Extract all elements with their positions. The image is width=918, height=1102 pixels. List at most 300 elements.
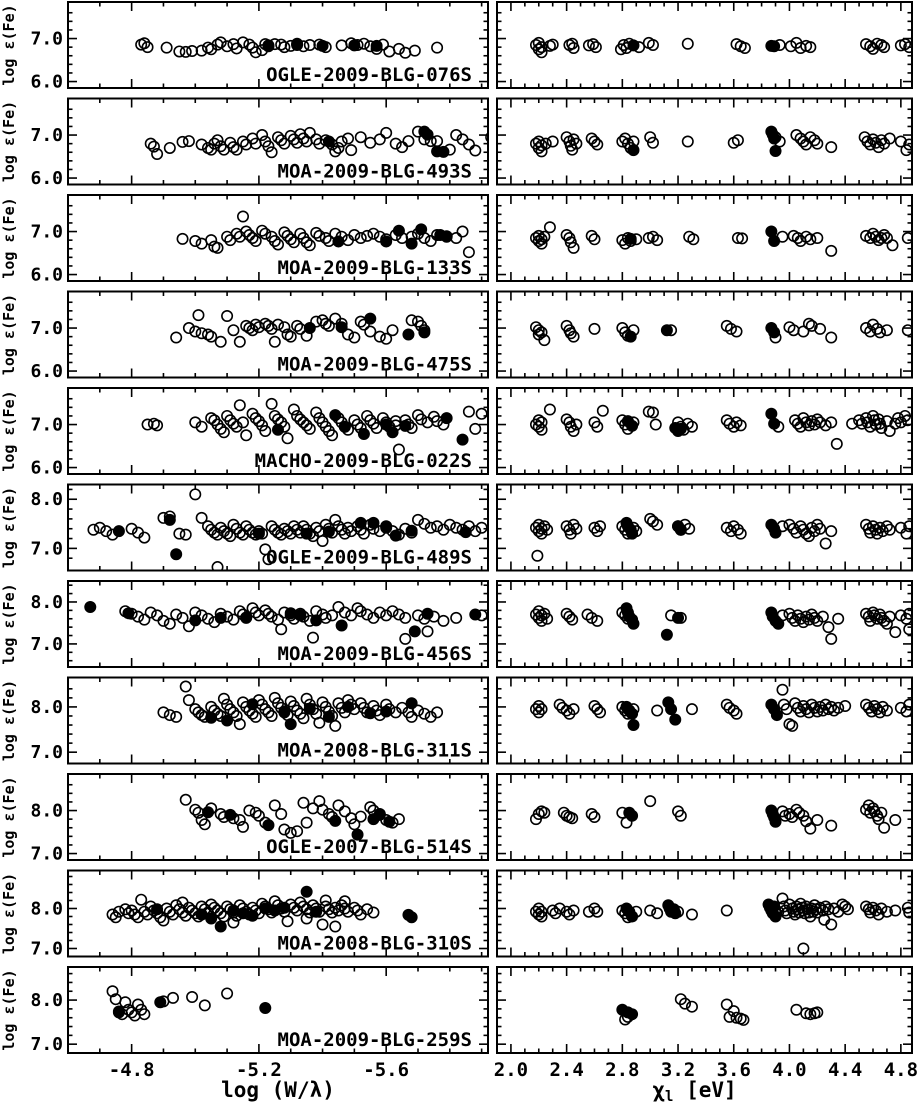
data-point-open (464, 406, 474, 416)
panel-star-label: MOA-2009-BLG-259S (277, 1029, 472, 1051)
data-point-filled (254, 528, 264, 538)
panel-star-label: OGLE-2009-BLG-489S (266, 546, 472, 569)
data-point-filled (247, 911, 257, 921)
panel-border (497, 967, 912, 1053)
data-points-left (107, 887, 416, 932)
data-point-filled (670, 908, 680, 918)
data-point-open (203, 614, 213, 624)
y-axis-title: log ε(Fe) (0, 679, 18, 762)
data-point-filled (384, 817, 394, 827)
data-point-open (228, 325, 238, 335)
data-point-filled (286, 608, 296, 618)
data-points-left (107, 986, 270, 1021)
data-point-open (464, 247, 474, 257)
panel-border (497, 388, 912, 474)
data-point-filled (324, 136, 334, 146)
data-point-open (413, 610, 423, 620)
data-point-open (101, 526, 111, 536)
data-points-right (531, 404, 913, 449)
data-points-left (136, 37, 442, 58)
data-point-open (184, 323, 194, 333)
x-tick-label: 4.8 (883, 1059, 918, 1081)
panel-star-label: MOA-2009-BLG-456S (277, 643, 472, 665)
data-point-open (586, 133, 596, 143)
y-axis-title: log ε(Fe) (0, 969, 18, 1051)
data-point-open (356, 606, 366, 616)
data-point-open (687, 704, 697, 714)
data-point-open (548, 905, 558, 915)
data-point-open (731, 709, 741, 719)
data-point-filled (375, 810, 385, 820)
data-point-filled (422, 609, 432, 619)
data-points-right (531, 319, 913, 346)
y-axis-title: log ε(Fe) (0, 100, 18, 183)
data-point-filled (273, 425, 283, 435)
panel-border (497, 774, 912, 860)
data-point-filled (206, 713, 216, 723)
data-point-filled (356, 518, 366, 528)
y-tick-label: 7.0 (30, 318, 63, 340)
data-point-filled (770, 911, 780, 921)
data-point-open (308, 632, 318, 642)
data-point-open (181, 529, 191, 539)
data-point-open (589, 812, 599, 822)
data-point-open (359, 39, 369, 49)
data-point-filled (406, 912, 416, 922)
data-point-open (890, 815, 900, 825)
y-tick-label: 8.0 (30, 696, 63, 718)
data-point-filled (441, 231, 451, 241)
data-point-open (136, 895, 146, 905)
data-point-open (238, 37, 248, 47)
data-point-open (426, 236, 436, 246)
data-point-filled (769, 418, 779, 428)
panel-right-MOA-2009-BLG-493S (497, 99, 914, 185)
data-point-filled (311, 615, 321, 625)
data-point-open (317, 536, 327, 546)
data-point-open (589, 701, 599, 711)
y-tick-label: 8.0 (30, 489, 63, 511)
x-tick-label: -5.2 (236, 1059, 282, 1081)
data-points-right (531, 796, 901, 834)
data-point-filled (85, 602, 95, 612)
data-point-open (890, 627, 900, 637)
data-point-open (368, 907, 378, 917)
data-point-open (356, 132, 366, 142)
y-tick-label: 6.0 (30, 71, 63, 93)
data-point-filled (627, 811, 637, 821)
data-point-open (311, 228, 321, 238)
y-tick-label: 7.0 (30, 633, 63, 655)
data-point-filled (114, 1006, 124, 1016)
y-tick-label: 8.0 (30, 990, 63, 1012)
data-point-open (422, 626, 432, 636)
data-point-open (820, 538, 830, 548)
x-tick-label: 2.0 (493, 1059, 529, 1081)
data-point-open (247, 233, 257, 243)
data-point-filled (324, 526, 334, 536)
data-point-open (298, 417, 308, 427)
data-point-open (340, 607, 350, 617)
data-point-open (292, 321, 302, 331)
panel-border (497, 581, 912, 667)
data-point-open (564, 611, 574, 621)
data-point-open (158, 616, 168, 626)
y-tick-label: 7.0 (30, 28, 63, 50)
data-point-open (476, 409, 486, 419)
data-point-open (314, 231, 324, 241)
data-point-filled (260, 903, 270, 913)
data-point-filled (225, 810, 235, 820)
data-point-open (651, 419, 661, 429)
panel-star-label: MACHO-2009-BLG-022S (254, 450, 472, 472)
data-point-open (832, 439, 842, 449)
data-point-filled (770, 527, 780, 537)
data-point-open (88, 525, 98, 535)
data-point-filled (406, 238, 416, 248)
panel-right-MACHO-2009-BLG-022S (497, 388, 913, 474)
y-axis-title: log ε(Fe) (0, 390, 18, 472)
data-point-filled (625, 331, 635, 341)
data-point-open (826, 634, 836, 644)
data-point-open (532, 551, 542, 561)
panel-border (497, 292, 912, 378)
data-point-open (292, 826, 302, 836)
data-point-filled (190, 615, 200, 625)
y-tick-label: 7.0 (30, 414, 63, 436)
data-point-open (181, 795, 191, 805)
data-point-filled (381, 706, 391, 716)
data-point-filled (203, 807, 213, 817)
data-point-open (375, 331, 385, 341)
panel-border (497, 678, 912, 764)
data-point-open (200, 1000, 210, 1010)
panel-right-MOA-2008-BLG-310S (497, 871, 914, 957)
data-point-open (567, 614, 577, 624)
y-tick-label: 8.0 (30, 800, 63, 822)
data-point-open (381, 128, 391, 138)
data-point-open (276, 809, 286, 819)
data-point-filled (381, 521, 391, 531)
data-point-open (470, 424, 480, 434)
data-point-open (222, 311, 232, 321)
data-point-open (887, 240, 897, 250)
y-tick-label: 6.0 (30, 457, 63, 479)
y-axis-title: log ε(Fe) (0, 4, 18, 86)
data-point-open (598, 406, 608, 416)
data-point-open (260, 229, 270, 239)
data-point-filled (769, 41, 779, 51)
data-point-filled (311, 907, 321, 917)
data-point-filled (627, 1009, 637, 1019)
data-point-open (165, 619, 175, 629)
data-point-open (95, 523, 105, 533)
data-point-open (349, 332, 359, 342)
data-point-open (356, 233, 366, 243)
panel-right-MOA-2009-BLG-475S (497, 292, 913, 378)
data-point-filled (305, 323, 315, 333)
data-point-open (683, 136, 693, 146)
data-point-filled (769, 133, 779, 143)
panel-star-label: MOA-2008-BLG-310S (277, 932, 472, 955)
data-points-right (531, 514, 915, 561)
data-point-open (231, 229, 241, 239)
data-point-open (196, 139, 206, 149)
data-point-filled (627, 421, 637, 431)
data-point-open (687, 909, 697, 919)
panel-border (497, 99, 912, 185)
y-tick-label: 6.0 (30, 168, 63, 190)
data-point-open (146, 607, 156, 617)
y-tick-label: 7.0 (30, 538, 63, 560)
data-point-open (387, 325, 397, 335)
data-point-filled (406, 698, 416, 708)
data-points-right (531, 685, 915, 732)
data-point-open (791, 1005, 801, 1015)
data-point-filled (263, 820, 273, 830)
data-point-open (451, 233, 461, 243)
data-point-filled (324, 712, 334, 722)
y-tick-label: 8.0 (30, 898, 63, 920)
x-tick-label: 4.0 (772, 1059, 807, 1081)
data-point-open (266, 147, 276, 157)
data-points-right (531, 603, 915, 644)
data-point-filled (416, 224, 426, 234)
data-point-open (554, 699, 564, 709)
data-point-filled (336, 322, 346, 332)
data-point-open (826, 820, 836, 830)
data-points-left (171, 310, 430, 347)
data-point-open (317, 919, 327, 929)
data-point-open (279, 824, 289, 834)
data-points-right (531, 893, 915, 953)
data-point-open (190, 804, 200, 814)
panel-right-OGLE-2009-BLG-076S (497, 2, 914, 88)
panel-right-OGLE-2009-BLG-489S (497, 485, 914, 571)
y-tick-label: 6.0 (30, 264, 63, 286)
data-point-filled (165, 515, 175, 525)
y-tick-label: 7.0 (30, 843, 63, 865)
data-point-filled (769, 236, 779, 246)
data-point-filled (627, 528, 637, 538)
data-point-filled (670, 714, 680, 724)
data-point-open (432, 136, 442, 146)
data-point-filled (279, 707, 289, 717)
data-point-open (171, 712, 181, 722)
panel-star-label: MOA-2009-BLG-493S (277, 160, 472, 183)
data-point-open (534, 707, 544, 717)
data-point-open (879, 823, 889, 833)
data-point-open (591, 42, 601, 52)
data-point-open (266, 611, 276, 621)
data-point-filled (662, 629, 672, 639)
data-point-open (251, 808, 261, 818)
panel-right-MOA-2009-BLG-456S (497, 581, 914, 667)
data-point-open (330, 921, 340, 931)
data-point-filled (666, 704, 676, 714)
data-point-filled (772, 710, 782, 720)
y-tick-label: 7.0 (30, 742, 63, 764)
data-point-filled (333, 236, 343, 246)
data-point-filled (286, 719, 296, 729)
x-axis-title-left: log (W/λ) (221, 1078, 335, 1102)
data-point-open (823, 622, 833, 632)
data-point-open (289, 404, 299, 414)
data-point-open (165, 143, 175, 153)
data-point-open (171, 609, 181, 619)
data-point-filled (241, 612, 251, 622)
panel-star-label: MOA-2009-BLG-475S (277, 353, 472, 376)
data-point-open (451, 613, 461, 623)
x-axis-title-right: χl [eV] (652, 1078, 737, 1102)
data-point-filled (628, 619, 638, 629)
data-point-open (592, 704, 602, 714)
data-point-open (161, 42, 171, 52)
data-point-open (400, 613, 410, 623)
data-point-filled (773, 619, 783, 629)
data-point-open (419, 709, 429, 719)
data-point-open (238, 211, 248, 221)
data-point-open (882, 325, 892, 335)
data-point-open (812, 233, 822, 243)
data-point-filled (330, 816, 340, 826)
data-point-open (270, 337, 280, 347)
data-point-open (589, 136, 599, 146)
y-tick-label: 7.0 (30, 1034, 63, 1056)
data-point-filled (292, 40, 302, 50)
data-point-filled (769, 327, 779, 337)
y-axis-title: log ε(Fe) (0, 293, 18, 376)
data-point-open (586, 809, 596, 819)
data-point-filled (406, 525, 416, 535)
data-point-open (652, 705, 662, 715)
data-point-open (263, 321, 273, 331)
data-point-open (432, 521, 442, 531)
data-point-open (171, 332, 181, 342)
data-point-filled (216, 921, 226, 931)
data-points-right (531, 38, 915, 58)
data-point-filled (171, 549, 181, 559)
data-point-open (645, 796, 655, 806)
data-point-filled (336, 620, 346, 630)
data-point-filled (441, 413, 451, 423)
data-point-open (190, 489, 200, 499)
data-point-open (273, 132, 283, 142)
data-point-filled (317, 41, 327, 51)
panel-star-label: MOA-2009-BLG-133S (277, 257, 472, 279)
data-point-open (276, 624, 286, 634)
data-point-open (346, 813, 356, 823)
data-point-open (410, 45, 420, 55)
data-point-filled (155, 997, 165, 1007)
data-point-open (206, 331, 216, 341)
data-point-open (812, 815, 822, 825)
data-point-filled (769, 901, 779, 911)
data-point-open (356, 811, 366, 821)
data-point-open (722, 699, 732, 709)
panel-right-MOA-2008-BLG-311S (497, 678, 914, 764)
data-points-left (146, 126, 497, 159)
data-point-open (257, 225, 267, 235)
data-point-open (589, 324, 599, 334)
data-point-filled (625, 234, 635, 244)
data-point-open (165, 710, 175, 720)
data-point-open (548, 136, 558, 146)
data-point-filled (349, 40, 359, 50)
data-point-filled (457, 434, 467, 444)
data-points-left (142, 399, 486, 455)
data-point-filled (238, 908, 248, 918)
data-point-open (333, 602, 343, 612)
data-point-open (340, 806, 350, 816)
data-point-open (314, 718, 324, 728)
data-point-filled (400, 421, 410, 431)
data-point-open (375, 134, 385, 144)
data-point-open (683, 39, 693, 49)
data-point-open (375, 607, 385, 617)
panel-star-label: OGLE-2009-BLG-076S (266, 64, 472, 86)
data-point-filled (628, 40, 638, 50)
data-point-filled (340, 422, 350, 432)
data-point-open (826, 142, 836, 152)
data-point-open (190, 236, 200, 246)
data-point-open (561, 609, 571, 619)
data-point-filled (662, 325, 672, 335)
data-point-open (403, 136, 413, 146)
data-point-filled (295, 610, 305, 620)
data-point-open (368, 613, 378, 623)
data-point-open (840, 901, 850, 911)
data-points-left (177, 211, 474, 257)
panel-right-MOA-2009-BLG-259S (497, 967, 912, 1053)
y-axis-title: log ε(Fe) (0, 486, 18, 569)
data-point-filled (676, 424, 686, 434)
data-point-open (545, 404, 555, 414)
data-point-filled (260, 1003, 270, 1013)
data-point-filled (403, 329, 413, 339)
data-point-filled (461, 527, 471, 537)
panel-border (497, 2, 912, 88)
y-tick-label: 6.0 (30, 361, 63, 383)
data-point-open (352, 603, 362, 613)
data-point-open (286, 331, 296, 341)
data-point-filled (627, 911, 637, 921)
data-point-open (592, 139, 602, 149)
data-point-filled (766, 409, 776, 419)
data-point-open (545, 222, 555, 232)
data-point-open (826, 332, 836, 342)
data-point-open (470, 145, 480, 155)
data-point-open (187, 992, 197, 1002)
data-point-open (645, 514, 655, 524)
y-axis-title: log ε(Fe) (0, 872, 18, 955)
data-point-filled (628, 720, 638, 730)
x-tick-label: -4.8 (108, 1059, 155, 1081)
data-point-open (251, 236, 261, 246)
data-point-open (146, 138, 156, 148)
data-point-filled (305, 704, 315, 714)
data-point-open (368, 229, 378, 239)
data-point-filled (206, 913, 216, 923)
data-points-right (617, 994, 822, 1025)
data-point-open (276, 39, 286, 49)
data-point-open (476, 523, 486, 533)
data-point-open (107, 909, 117, 919)
data-point-open (840, 701, 850, 711)
y-tick-label: 7.0 (30, 125, 63, 147)
y-axis-title: log ε(Fe) (0, 776, 18, 858)
data-point-open (152, 610, 162, 620)
